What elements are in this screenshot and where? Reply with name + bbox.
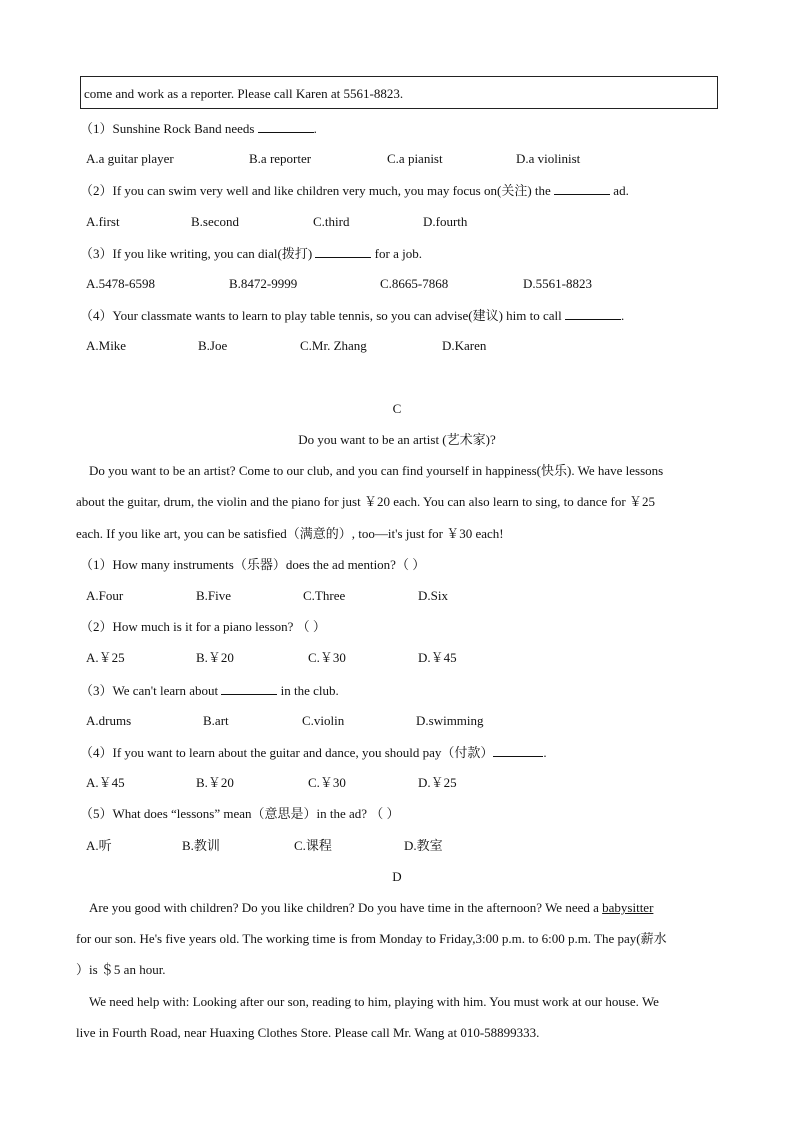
paragraph-line: Do you want to be an artist? Come to our club, and you can find yourself in happiness(快乐). We have lessons [89, 463, 664, 478]
answer-blank[interactable] [258, 120, 314, 133]
question-b2 [80, 182, 629, 199]
text-box [80, 76, 718, 109]
question-number: （3） [80, 683, 113, 698]
question-c2 [80, 619, 326, 635]
question-number: （1） [80, 557, 113, 572]
option-c: C.￥30 [308, 775, 346, 790]
question-text-end: for a job. [371, 246, 422, 261]
paragraph-line: We need help with: Looking after our son, reading to him, playing with him. You must work at our house. We [89, 994, 659, 1009]
paragraph-text: Are you good with children? Do you like children? Do you have time in the afternoon? We need a [89, 900, 603, 915]
question-number: （1） [80, 121, 113, 136]
question-text: If you like writing, you can dial(拨打) [112, 246, 316, 261]
option-a: A.听 [86, 838, 112, 853]
question-number: （4） [80, 745, 113, 760]
option-a: A.Four [86, 588, 124, 603]
answer-blank[interactable] [221, 682, 277, 695]
section-label: D [392, 869, 402, 884]
option-d: D.5561-8823 [523, 276, 592, 291]
question-text: Your classmate wants to learn to play table tennis, so you can advise(建议) him to call [112, 308, 566, 323]
option-b: B.教训 [182, 838, 220, 853]
question-b4 [80, 307, 624, 324]
question-number: （4） [80, 308, 113, 323]
option-b: B.Joe [198, 338, 228, 353]
paragraph-line: each. If you like art, you can be satisfied（满意的）, too—it's just for ￥30 each! [76, 526, 504, 541]
question-number: （5） [80, 806, 113, 821]
option-b: B.8472-9999 [229, 276, 298, 291]
question-text: What does “lessons” mean（意思是）in the ad? （ ） [112, 806, 400, 821]
option-c: C.Three [303, 588, 346, 603]
option-b: B.￥20 [196, 775, 234, 790]
question-number: （2） [80, 619, 113, 634]
question-b3 [80, 245, 422, 262]
question-c5 [80, 806, 400, 822]
question-c4 [80, 744, 547, 761]
option-a: A.5478-6598 [86, 276, 155, 291]
question-b1 [80, 120, 317, 137]
option-d: D.Six [418, 588, 448, 603]
option-a: A.￥25 [86, 650, 125, 665]
answer-blank[interactable] [493, 744, 543, 757]
question-text-end: . [621, 308, 625, 323]
option-a: A.Mike [86, 338, 127, 353]
option-c: C.Mr. Zhang [300, 338, 367, 353]
question-number: （3） [80, 246, 113, 261]
option-c: C.a pianist [387, 151, 443, 166]
option-b: B.art [203, 713, 229, 728]
answer-blank[interactable] [315, 245, 371, 258]
section-label: C [392, 401, 402, 416]
option-d: D.a violinist [516, 151, 581, 166]
option-b: B.a reporter [249, 151, 312, 166]
question-number: （2） [80, 183, 113, 198]
question-c3 [80, 682, 339, 699]
question-text: How much is it for a piano lesson? （ ） [112, 619, 326, 634]
option-a: A.￥45 [86, 775, 125, 790]
answer-blank[interactable] [565, 307, 621, 320]
option-c: C.third [313, 214, 350, 229]
answer-blank[interactable] [554, 182, 610, 195]
underlined-word: babysitter [602, 900, 654, 915]
option-b: B.second [191, 214, 240, 229]
question-text-end: . [313, 121, 317, 136]
paragraph-line: about the guitar, drum, the violin and the piano for just ￥20 each. You can also learn to sing, to dance for ￥25 [76, 494, 655, 509]
option-c: C.8665-7868 [380, 276, 449, 291]
option-a: A.drums [86, 713, 132, 728]
option-d: D.教室 [404, 838, 443, 853]
option-b: B.￥20 [196, 650, 234, 665]
question-text-end: in the club. [277, 683, 339, 698]
option-c: C.课程 [294, 838, 332, 853]
box-text: come and work as a reporter. Please call Karen at 5561-8823. [84, 86, 404, 101]
option-c: C.violin [302, 713, 345, 728]
question-text: Sunshine Rock Band needs [112, 121, 258, 136]
paragraph-line: live in Fourth Road, near Huaxing Clothes Store. Please call Mr. Wang at 010-58899333. [76, 1025, 540, 1040]
option-d: D.￥45 [418, 650, 457, 665]
question-text: How many instruments（乐器）does the ad mention?（ ） [112, 557, 426, 572]
option-c: C.￥30 [308, 650, 346, 665]
option-d: D.swimming [416, 713, 484, 728]
option-b: B.Five [196, 588, 232, 603]
paragraph-line [89, 900, 653, 916]
question-text: We can't learn about [112, 683, 222, 698]
section-title: Do you want to be an artist (艺术家)? [298, 432, 496, 447]
question-text-end: . [543, 745, 547, 760]
option-d: D.Karen [442, 338, 487, 353]
option-a: A.a guitar player [86, 151, 174, 166]
paragraph-line: ）is ＄5 an hour. [76, 962, 166, 977]
question-text-end: ad. [610, 183, 629, 198]
question-text: If you want to learn about the guitar and dance, you should pay（付款） [112, 745, 494, 760]
paragraph-line: for our son. He's five years old. The working time is from Monday to Friday,3:00 p.m. to 6:00 p.m. The pay(薪水 [76, 931, 667, 946]
question-c1 [80, 557, 425, 573]
option-d: D.￥25 [418, 775, 457, 790]
question-text: If you can swim very well and like children very much, you may focus on(关注) the [112, 183, 555, 198]
option-a: A.first [86, 214, 120, 229]
option-d: D.fourth [423, 214, 468, 229]
